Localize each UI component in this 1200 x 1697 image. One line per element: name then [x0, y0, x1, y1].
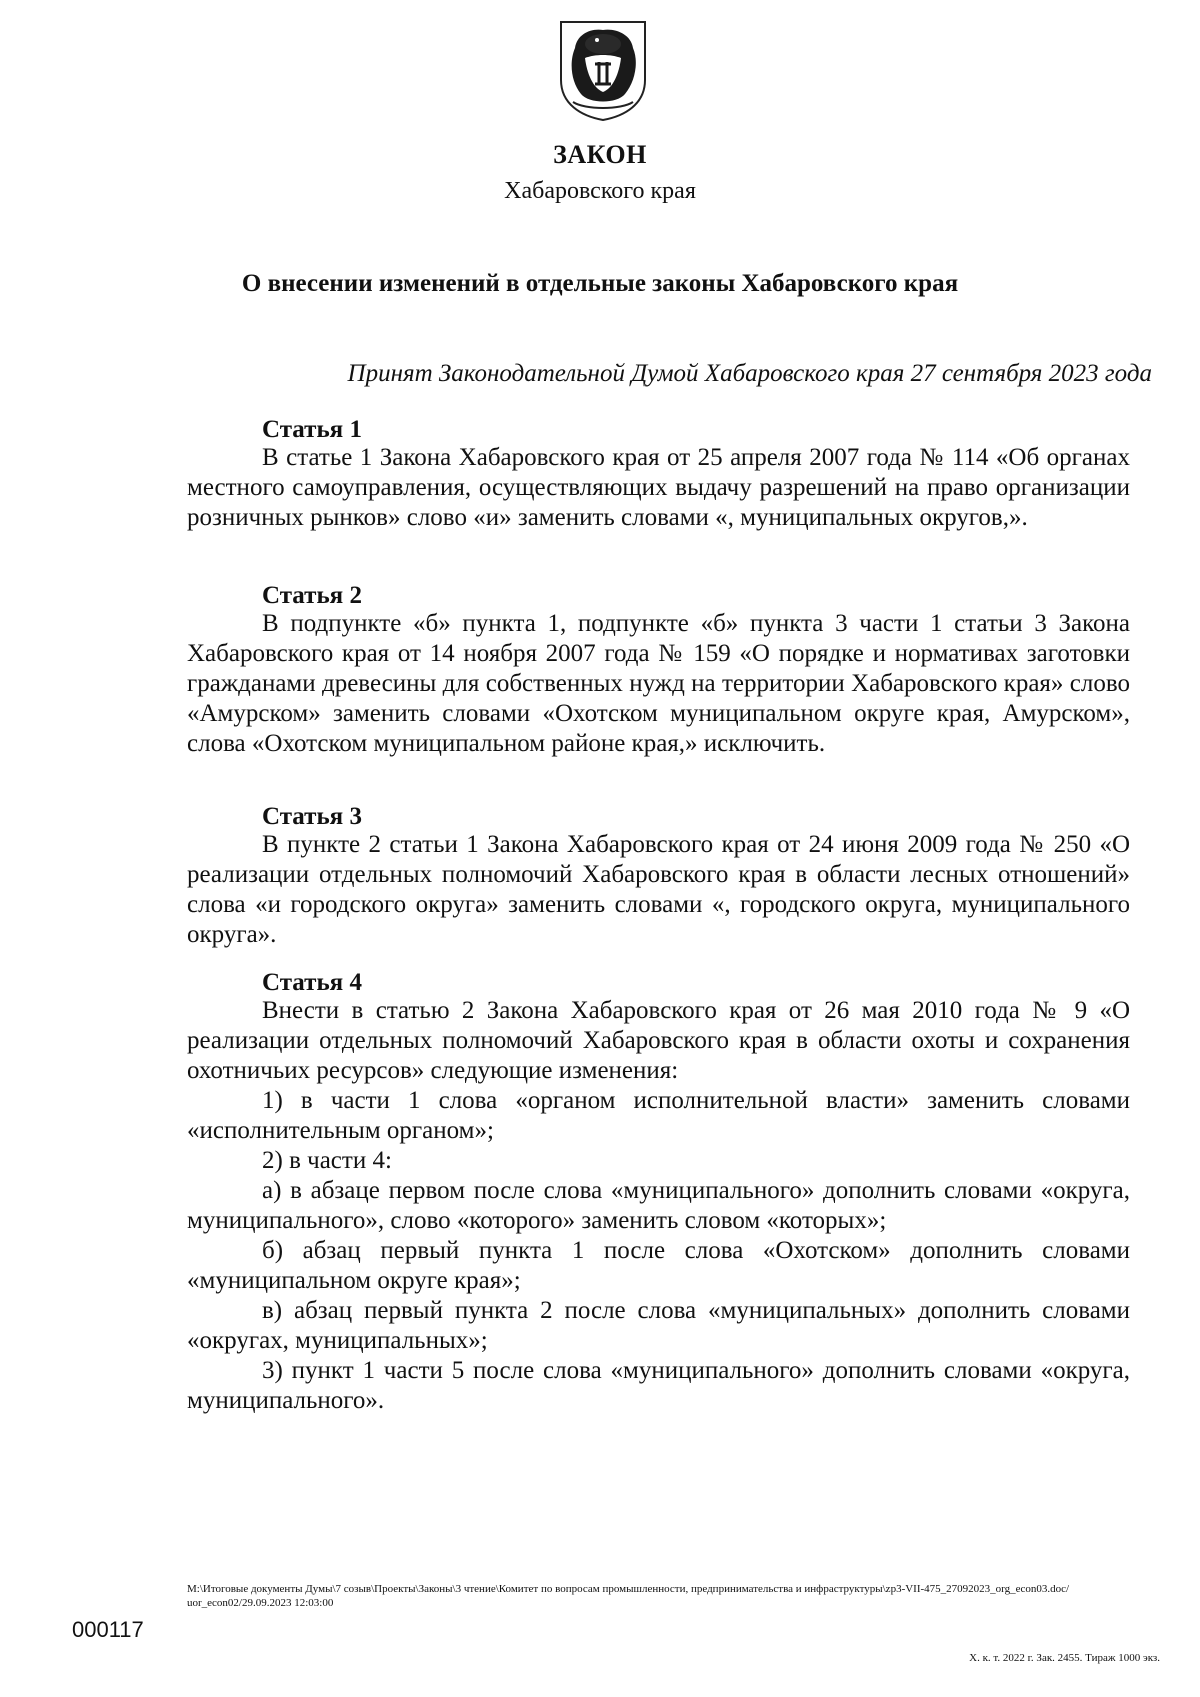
article-4-item-1: 1) в части 1 слова «органом исполнительной власти» заменить словами «исполнительным органом»;	[187, 1087, 1130, 1144]
article-3-paragraph: В пункте 2 статьи 1 Закона Хабаровского края от 24 июня 2009 года № 250 «О реализации отдельных полномочий Хабаровского края в области лесных отношений» слова «и городского округа» заменить словами «, городского округа, муниципального округа».	[187, 831, 1130, 948]
article-4-subitem-b: б) абзац первый пункта 1 после слова «Охотском» дополнить словами «муниципальном округе края»;	[187, 1237, 1130, 1294]
article-4-paragraph-intro: Внести в статью 2 Закона Хабаровского края от 26 мая 2010 года № 9 «О реализации отдельных полномочий Хабаровского края в области охоты и сохранения охотничьих ресурсов» следующие изменения:	[187, 997, 1130, 1084]
article-4-subitem-v: в) абзац первый пункта 2 после слова «муниципальных» дополнить словами «округах, муниципальных»;	[187, 1297, 1130, 1354]
document-region: Хабаровского края	[504, 178, 696, 204]
article-4-item-2: 2) в части 4:	[262, 1147, 392, 1174]
article-2-body	[187, 609, 1130, 759]
article-2-paragraph: В подпункте «б» пункта 1, подпункте «б» пункта 3 части 1 статьи 3 Закона Хабаровского края от 14 ноября 2007 года № 159 «О порядке и нормативах заготовки гражданами древесины для собственных нужд на территории Хабаровского края» слово «Амурском» заменить словами «Охотском муниципальном округе края, Амурском», слова «Охотском муниципальном районе края,» исключить.	[187, 610, 1130, 757]
article-4-heading: Статья 4	[262, 969, 362, 996]
article-4-subitem-a: а) в абзаце первом после слова «муниципального» дополнить словами «округа, муниципального», слово «которого» заменить словом «которых»;	[187, 1177, 1130, 1234]
document-subject: О внесении изменений в отдельные законы Хабаровского края	[241, 270, 959, 297]
adoption-statement: Принят Законодательной Думой Хабаровского края 27 сентября 2023 года	[347, 360, 1152, 387]
article-4-item-3: 3) пункт 1 части 5 после слова «муниципального» дополнить словами «округа, муниципального».	[187, 1357, 1130, 1414]
article-4-body	[187, 996, 1130, 1416]
coat-of-arms-emblem	[555, 18, 651, 122]
article-1-body	[187, 443, 1130, 533]
registration-number: 000117	[72, 1617, 144, 1642]
print-info: Х. к. т. 2022 г. Зак. 2455. Тираж 1000 экз.	[969, 1652, 1160, 1664]
article-1-heading: Статья 1	[262, 416, 362, 443]
document-title: ЗАКОН	[553, 140, 647, 169]
footer-file-path: M:\Итоговые документы Думы\7 созыв\Проекты\Законы\3 чтение\Комитет по вопросам промышленности, предпринимательства и инфраструктуры\zp3-VII-475_27092023_org_econ03.doc/ uor_econ02/29.09.2023 12:03:00	[187, 1583, 1070, 1609]
article-3-heading: Статья 3	[262, 803, 362, 830]
article-3-body	[187, 830, 1130, 950]
article-2-heading: Статья 2	[262, 582, 362, 609]
article-1-paragraph: В статье 1 Закона Хабаровского края от 25 апреля 2007 года № 114 «Об органах местного самоуправления, осуществляющих выдачу разрешений на право организации розничных рынков» слово «и» заменить словами «, муниципальных округов,».	[187, 444, 1130, 531]
